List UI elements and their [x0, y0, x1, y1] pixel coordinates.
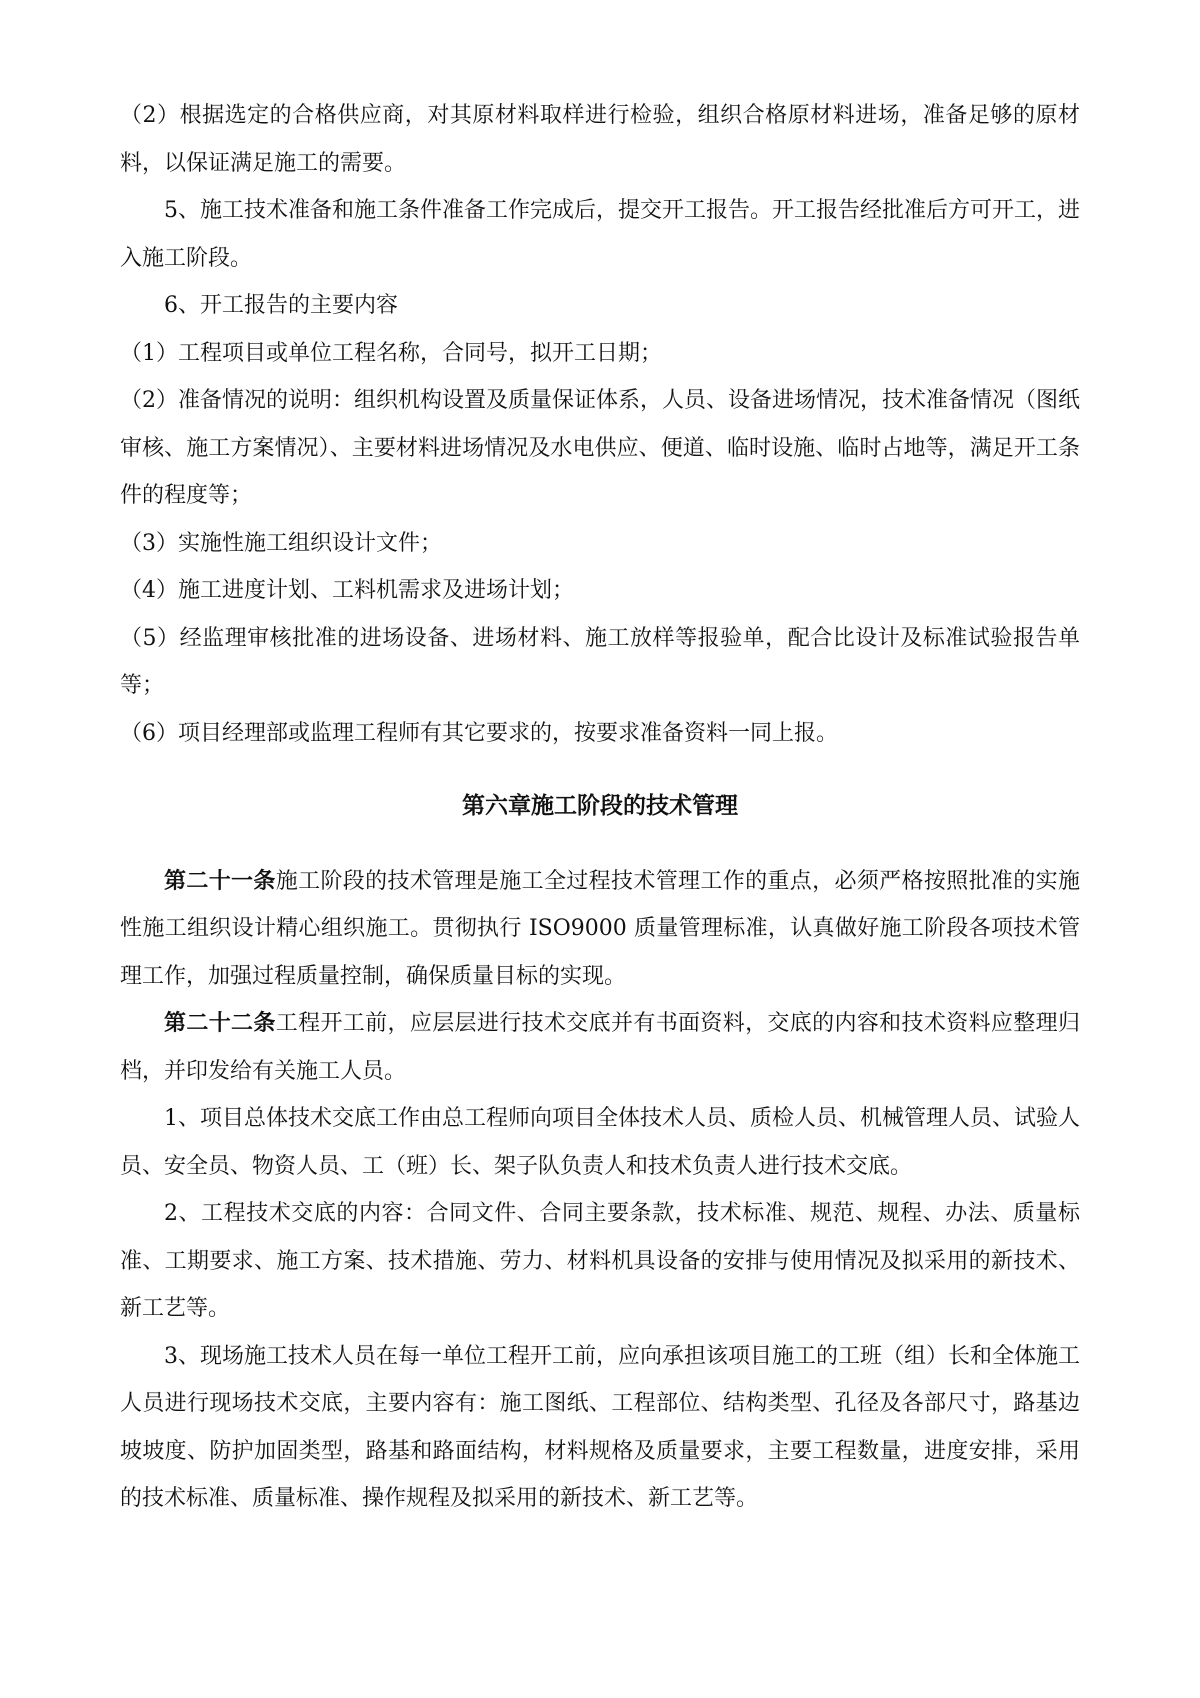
list-item-progress-plan: （4）施工进度计划、工料机需求及进场计划；: [120, 578, 574, 603]
article-21-label: 第二十一条: [164, 867, 276, 894]
paragraph-material-inspection: （2）根据选定的合格供应商，对其原材料取样进行检验，组织合格原材料进场，准备足够的原材料，以保证满足施工的需要。: [120, 103, 1080, 176]
paragraph-site-briefing: 3、现场施工技术人员在每一单位工程开工前，应向承担该项目施工的工班（组）长和全体施工人员进行现场技术交底，主要内容有：施工图纸、工程部位、结构类型、孔径及各部尺寸，路基边坡坡度、防护加固类型，路基和路面结构，材料规格及质量要求，主要工程数量，进度安排，采用的技术标准、质量标准、操作规程及拟采用的新技术、新工艺等。: [120, 1343, 1081, 1511]
article-22: [120, 1000, 1080, 1095]
list-item-project-name: （1）工程项目或单位工程名称，合同号，拟开工日期；: [120, 340, 662, 366]
article-21-text: 施工阶段的技术管理是施工全过程技术管理工作的重点，必须严格按照批准的实施性施工组织设计精心组织施工。贯彻执行 ISO9000 质量管理标准，认真做好施工阶段各项技术管理工作，加强过程质量控制，确保质量目标的实现。: [120, 868, 1080, 989]
article-21: [120, 858, 1080, 1001]
list-item-supervision-forms: （5）经监理审核批准的进场设备、进场材料、施工放样等报验单，配合比设计及标准试验报告单等；: [120, 625, 1080, 698]
article-22-label: 第二十二条: [164, 1010, 276, 1036]
list-item-construction-design: （3）实施性施工组织设计文件；: [120, 530, 442, 556]
paragraph-start-report-submission: 5、施工技术准备和施工条件准备工作完成后，提交开工报告。开工报告经批准后方可开工，进入施工阶段。: [120, 198, 1081, 271]
paragraph-briefing-contents: 2、工程技术交底的内容：合同文件、合同主要条款，技术标准、规范、规程、办法、质量标准、工期要求、施工方案、技术措施、劳力、材料机具设备的安排与使用情况及拟采用的新技术、新工艺等。: [120, 1201, 1080, 1321]
paragraph-start-report-contents-heading: 6、开工报告的主要内容: [164, 293, 398, 318]
document-page: [120, 92, 1080, 1523]
chapter-title: 第六章施工阶段的技术管理: [462, 792, 738, 819]
list-item-other-requirements: （6）项目经理部或监理工程师有其它要求的，按要求准备资料一同上报。: [120, 720, 838, 746]
list-item-preparation-description: （2）准备情况的说明：组织机构设置及质量保证体系，人员、设备进场情况，技术准备情况（图纸审核、施工方案情况）、主要材料进场情况及水电供应、便道、临时设施、临时占地等，满足开工条件的程度等；: [120, 388, 1081, 508]
article-22-text: 工程开工前，应层层进行技术交底并有书面资料，交底的内容和技术资料应整理归档，并印发给有关施工人员。: [120, 1011, 1080, 1084]
paragraph-overall-briefing: 1、项目总体技术交底工作由总工程师向项目全体技术人员、质检人员、机械管理人员、试验人员、安全员、物资人员、工（班）长、架子队负责人和技术负责人进行技术交底。: [120, 1106, 1081, 1179]
